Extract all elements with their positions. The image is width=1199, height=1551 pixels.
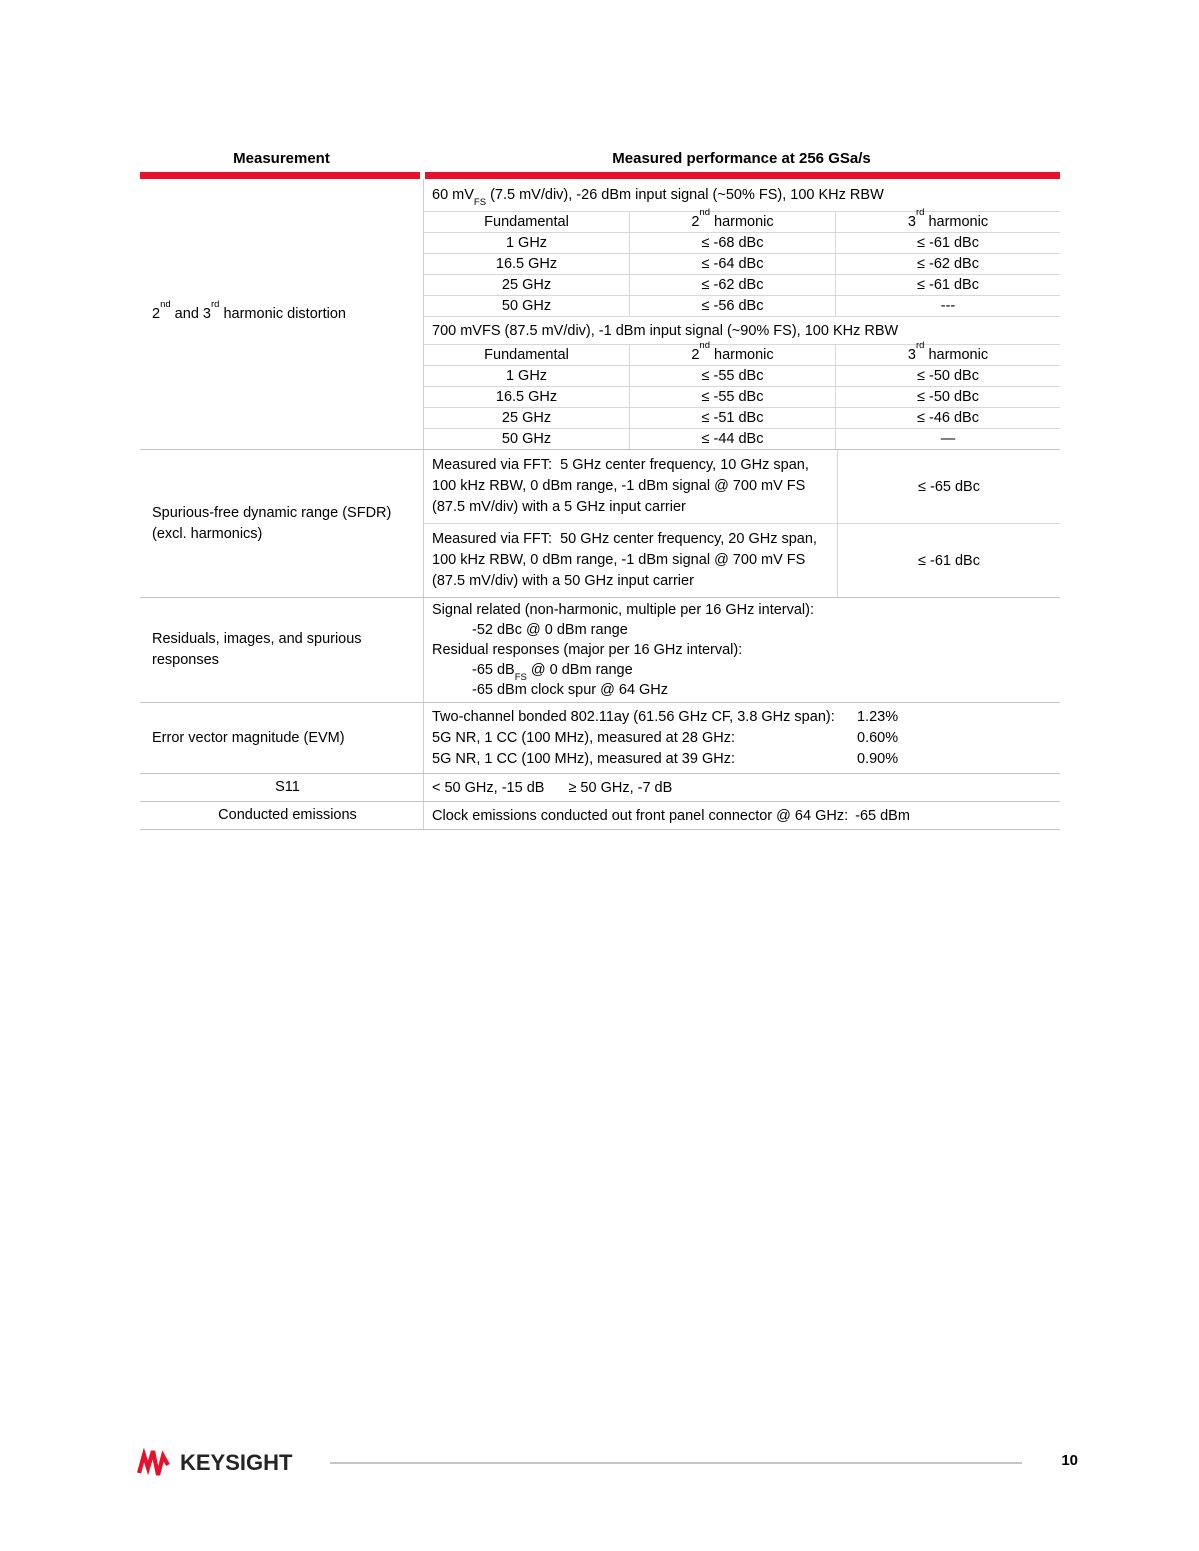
fundamental-cell: 16.5 GHz — [424, 387, 630, 407]
conducted-emissions-text: Clock emissions conducted out front panel connector @ 64 GHz: — [432, 807, 849, 824]
third-harmonic-cell: ≤ -50 dBc — [917, 389, 979, 405]
section-s11 — [140, 774, 1060, 802]
section-residuals — [140, 598, 1060, 703]
third-harmonic-cell: ≤ -61 dBc — [917, 277, 979, 293]
third-harmonic-cell: ≤ -61 dBc — [917, 235, 979, 251]
table-row — [424, 429, 1060, 449]
subtable2-header-row — [424, 340, 1060, 366]
table-row — [424, 366, 1060, 387]
evm-label: Error vector magnitude (EVM) — [152, 729, 345, 746]
subtable1-header-row — [424, 207, 1060, 233]
section-harmonic-distortion — [140, 179, 1060, 450]
evm-row — [432, 707, 1060, 728]
fundamental-cell: 1 GHz — [424, 366, 630, 386]
table-row — [424, 296, 1060, 317]
second-harmonic-cell: ≤ -51 dBc — [630, 408, 836, 428]
sfdr-content — [423, 450, 1060, 597]
second-harmonic-cell: ≤ -62 dBc — [630, 275, 836, 295]
measurement-column-header: Measurement — [233, 150, 330, 167]
second-harmonic-cell: ≤ -68 dBc — [630, 233, 836, 253]
keysight-logo — [133, 1448, 292, 1478]
table-row — [424, 387, 1060, 408]
sfdr-row-5ghz — [424, 450, 1060, 523]
third-harmonic-cell: ≤ -46 dBc — [917, 410, 979, 426]
residuals-line: Signal related (non-harmonic, multiple per 16 GHz interval): — [432, 602, 815, 618]
sfdr-condition-text: Measured via FFT: 5 GHz center frequency, 10 GHz span, 100 kHz RBW, 0 dBm range, -1 dBm signal @ 700 mV FS (87.5 mV/div) with a 5 GHz input carrier — [424, 450, 838, 523]
table-row — [424, 254, 1060, 275]
table-row — [424, 233, 1060, 254]
evm-condition-text: 5G NR, 1 CC (100 MHz), measured at 39 GHz: — [432, 751, 735, 767]
fundamental-cell: 25 GHz — [424, 275, 630, 295]
sfdr-value: ≤ -65 dBc — [918, 478, 980, 495]
third-harmonic-cell: ≤ -50 dBc — [917, 368, 979, 384]
sfdr-value: ≤ -61 dBc — [918, 552, 980, 569]
evm-row — [432, 728, 1060, 749]
second-harmonic-header: 2nd harmonic — [630, 345, 836, 365]
harmonic-distortion-label: 2nd and 3rd harmonic distortion — [152, 298, 346, 322]
fundamental-cell: 16.5 GHz — [424, 254, 630, 274]
sfdr-label: Spurious-free dynamic range (SFDR) (excl. harmonics) — [152, 504, 392, 542]
third-harmonic-cell: --- — [940, 298, 956, 314]
keysight-wordmark: KEYSIGHT — [180, 1450, 293, 1475]
header-accent-bar — [140, 172, 1060, 179]
residuals-line: Residual responses (major per 16 GHz interval): — [432, 642, 743, 658]
harmonic-distortion-content — [423, 179, 1060, 449]
sfdr-row-50ghz — [424, 523, 1060, 597]
s11-value-above-50ghz: ≥ 50 GHz, -7 dB — [568, 779, 673, 796]
second-harmonic-cell: ≤ -44 dBc — [630, 429, 836, 449]
evm-value: 1.23% — [857, 709, 899, 725]
section-sfdr — [140, 450, 1060, 598]
evm-value: 0.60% — [857, 730, 899, 746]
residuals-label: Residuals, images, and spurious responses — [152, 631, 362, 668]
second-harmonic-header: 2nd harmonic — [630, 212, 836, 232]
fundamental-header: Fundamental — [424, 212, 630, 232]
performance-column-header: Measured performance at 256 GSa/s — [612, 150, 871, 167]
residuals-line: -65 $dB_{FS}$ @ 0 dBm range — [472, 662, 633, 683]
evm-row — [432, 749, 1060, 770]
second-harmonic-cell: ≤ -55 dBc — [630, 387, 836, 407]
condition-row-700mv: 700 mVFS (87.5 mV/div), -1 dBm input signal (~90% FS), 100 KHz RBW — [424, 317, 1060, 345]
residuals-content — [423, 598, 1060, 702]
section-conducted-emissions — [140, 802, 1060, 830]
residuals-line: -65 dBm clock spur @ 64 GHz — [472, 682, 669, 698]
keysight-spark-icon — [133, 1448, 175, 1478]
fundamental-cell: 50 GHz — [424, 296, 630, 316]
residuals-line: -52 dBc @ 0 dBm range — [472, 622, 628, 638]
evm-content — [423, 703, 1060, 773]
s11-label: S11 — [275, 779, 300, 795]
condition-row-60mv: 60 $mV_{FS}$ (7.5 mV/div), -26 dBm input signal (~50% FS), 100 KHz RBW — [424, 179, 1060, 212]
fundamental-cell: 50 GHz — [424, 429, 630, 449]
s11-value-below-50ghz: < 50 GHz, -15 dB — [432, 779, 545, 796]
evm-condition-text: Two-channel bonded 802.11ay (61.56 GHz CF, 3.8 GHz span): — [432, 709, 835, 725]
table-header-row — [140, 145, 1060, 172]
evm-condition-text: 5G NR, 1 CC (100 MHz), measured at 28 GHz: — [432, 730, 735, 746]
fundamental-cell: 25 GHz — [424, 408, 630, 428]
conducted-emissions-label: Conducted emissions — [218, 807, 357, 823]
third-harmonic-header: 3rd harmonic — [907, 340, 989, 363]
second-harmonic-cell: ≤ -56 dBc — [630, 296, 836, 316]
page-number: 10 — [1061, 1452, 1078, 1469]
second-harmonic-cell: ≤ -64 dBc — [630, 254, 836, 274]
table-row — [424, 275, 1060, 296]
third-harmonic-cell: — — [940, 431, 956, 447]
page-footer — [0, 1448, 1199, 1488]
third-harmonic-cell: ≤ -62 dBc — [917, 256, 979, 272]
second-harmonic-cell: ≤ -55 dBc — [630, 366, 836, 386]
third-harmonic-header: 3rd harmonic — [907, 207, 989, 230]
accent-bar-left-segment — [140, 172, 420, 179]
section-evm — [140, 703, 1060, 774]
conducted-emissions-value: -65 dBm — [855, 807, 910, 824]
spec-table — [140, 145, 1060, 830]
footer-rule — [330, 1462, 1022, 1464]
fundamental-cell: 1 GHz — [424, 233, 630, 253]
evm-value: 0.90% — [857, 751, 899, 767]
table-row — [424, 408, 1060, 429]
sfdr-condition-text: Measured via FFT: 50 GHz center frequency, 20 GHz span, 100 kHz RBW, 0 dBm range, -1 dBm signal @ 700 mV FS (87.5 mV/div) with a 50 GHz input carrier — [424, 524, 838, 597]
fundamental-header: Fundamental — [424, 345, 630, 365]
conducted-emissions-content — [423, 802, 1060, 829]
accent-bar-right-segment — [425, 172, 1060, 179]
s11-content — [423, 774, 1060, 801]
